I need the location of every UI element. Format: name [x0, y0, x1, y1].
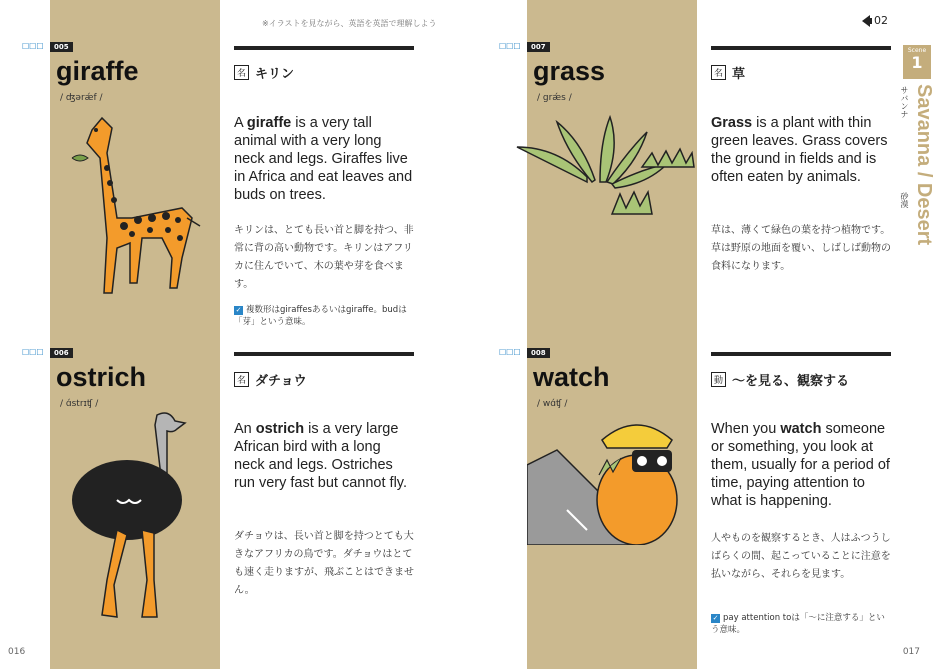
definition-text: someone or something, you look at them, usually for a period of time, paying attention to what is happening.	[711, 421, 890, 509]
entry-rule	[711, 46, 891, 50]
headword: grass	[533, 56, 606, 86]
japanese-translation: ダチョウは、長い首と脚を持つとても大きなアフリカの鳥です。ダチョウはとても速く走りますが、飛ぶことはできません。	[234, 531, 414, 596]
scene-title: Savanna / Desert	[913, 84, 935, 246]
english-definition	[234, 114, 414, 204]
definition-keyword: watch	[780, 421, 822, 437]
note-icon: ✓	[712, 614, 719, 622]
definition-text: is a plant with thin green leaves. Grass covers the ground in fields and is often eaten by animals.	[711, 115, 888, 185]
entry-rule	[234, 46, 414, 50]
audio-track-number: 02	[874, 14, 888, 27]
part-of-speech	[711, 370, 849, 389]
english-definition	[234, 420, 414, 492]
scene-label: Scene	[907, 47, 927, 54]
definition-keyword: ostrich	[255, 421, 305, 437]
pos-tag: 名	[234, 372, 249, 387]
definition-keyword: giraffe	[246, 115, 292, 131]
checkbox-icons[interactable]: ☐☐☐	[22, 42, 44, 51]
scene-tab[interactable]	[903, 45, 931, 79]
definition-keyword: Grass	[711, 115, 753, 131]
giraffe-illustration	[62, 108, 207, 303]
usage-note	[711, 612, 891, 636]
scene-kana: サバンナ	[900, 86, 909, 118]
usage-note	[234, 304, 414, 328]
pos-tag: 名	[711, 65, 726, 80]
english-definition	[711, 420, 891, 510]
note-icon: ✓	[235, 306, 242, 314]
watch-illustration	[527, 415, 697, 545]
headword: giraffe	[56, 56, 139, 86]
pronunciation: / ɑ́strɪʧ /	[60, 399, 99, 409]
pronunciation: / ʤərǽf /	[60, 93, 103, 103]
japanese-meaning: ～を見る、観察する	[732, 374, 850, 389]
pos-tag: 動	[711, 372, 726, 387]
checkbox-icons[interactable]: ☐☐☐	[499, 42, 521, 51]
entry-rule	[234, 352, 414, 356]
english-definition	[711, 114, 891, 186]
pronunciation: / wɑ́ʧ /	[537, 399, 568, 409]
japanese-translation: キリンは、とても長い首と脚を持つ、非常に背の高い動物です。キリンはアフリカに住んでいて、木の葉や芽を食べます。	[234, 225, 414, 290]
scene-number: 1	[911, 53, 923, 72]
audio-track[interactable]	[862, 14, 888, 27]
japanese-meaning: キリン	[255, 67, 295, 82]
headword: ostrich	[56, 362, 147, 392]
checkbox-icons[interactable]: ☐☐☐	[499, 348, 521, 357]
pos-tag: 名	[234, 65, 249, 80]
definition-text: An	[234, 421, 256, 437]
usage-note-text: pay attention toは「～に注意する」という意味。	[711, 613, 885, 635]
definition-text: is a very tall animal with a very long neck and legs. Giraffes live in Africa and eat leaves and buds on trees.	[234, 115, 413, 203]
definition-text: When you	[711, 421, 781, 437]
part-of-speech	[234, 370, 307, 389]
entry-rule	[711, 352, 891, 356]
page-number-left: 016	[8, 647, 26, 657]
entry-number: 006	[50, 348, 73, 358]
checkbox-icons[interactable]: ☐☐☐	[22, 348, 44, 357]
ostrich-illustration	[62, 405, 207, 635]
usage-note-text: 複数形はgiraffesあるいはgiraffe。budは「芽」という意味。	[234, 305, 407, 327]
page-number-right: 017	[902, 647, 920, 657]
japanese-translation: 草は、薄くて緑色の葉を持つ植物です。草は野原の地面を覆い、しばしば動物の食料になります。	[711, 225, 891, 272]
definition-text: A	[234, 115, 247, 131]
grass-illustration	[512, 112, 702, 222]
definition-text: is a very large African bird with a long neck and legs. Ostriches run very fast but cannot fly.	[234, 421, 408, 491]
page-instruction: ※イラストを見ながら、英語を英語で理解しよう	[262, 19, 437, 28]
entry-number: 005	[50, 42, 73, 52]
entry-number: 008	[527, 348, 550, 358]
headword: watch	[533, 362, 610, 392]
entry-number: 007	[527, 42, 550, 52]
japanese-meaning: ダチョウ	[255, 374, 307, 389]
scene-kanji: 砂漠	[900, 192, 909, 208]
japanese-meaning: 草	[732, 67, 746, 82]
part-of-speech	[711, 63, 745, 82]
part-of-speech	[234, 63, 294, 82]
pronunciation: / grǽs /	[537, 93, 572, 103]
speaker-icon	[862, 15, 870, 27]
japanese-translation: 人やものを観察するとき、人はふつうしばらくの間、起こっていることに注意を払いながら、それらを見ます。	[711, 533, 891, 580]
